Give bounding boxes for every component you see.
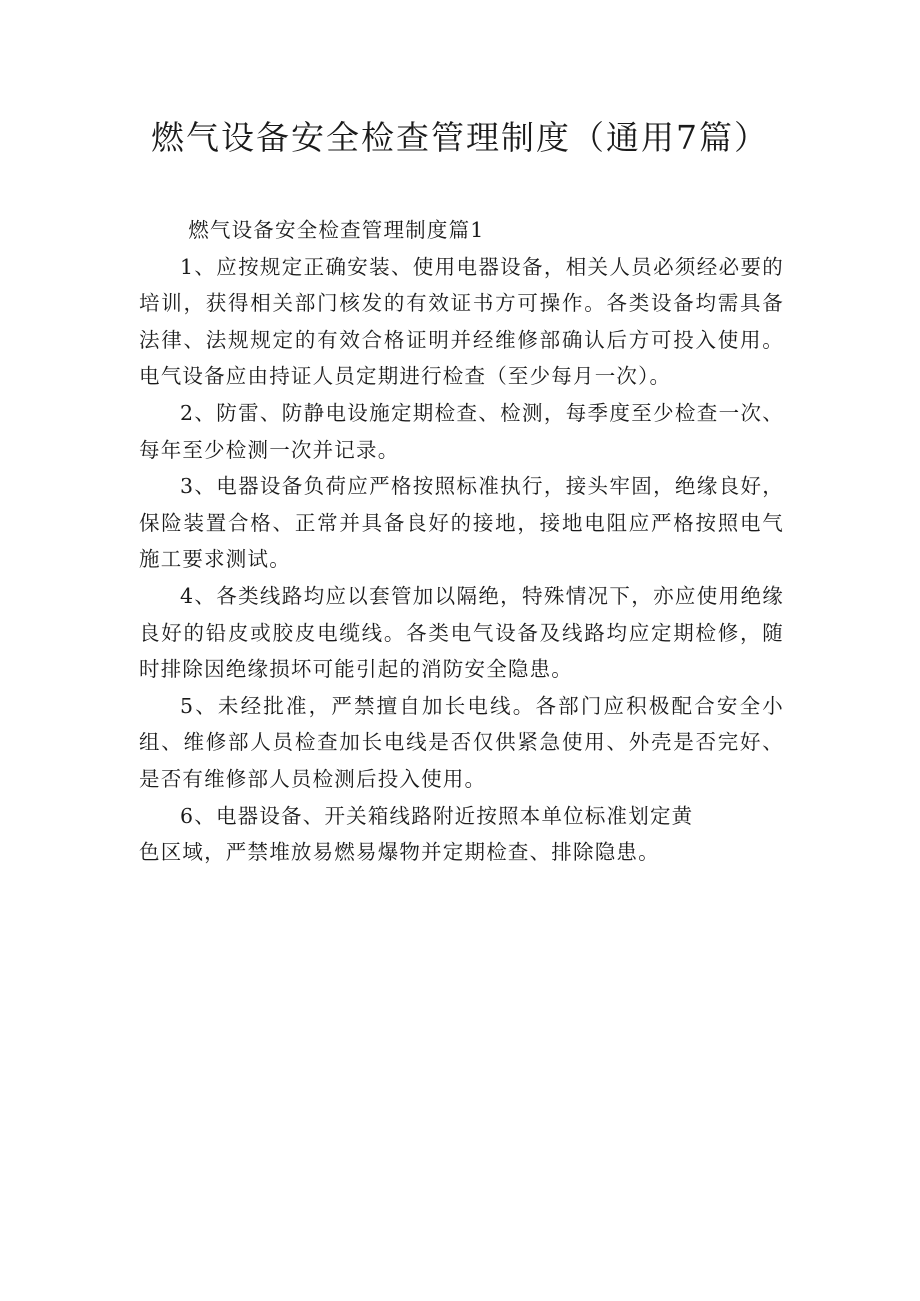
section-heading: 燃气设备安全检查管理制度篇1 — [188, 218, 485, 242]
paragraph-5: 5、未经批准，严禁擅自加长电线。各部门应积极配合安全小组、维修部人员检查加长电线是否仅供紧急使用、外壳是否完好、是否有维修部人员检测后投入使用。 — [139, 693, 784, 791]
paragraph-2: 2、防雷、防静电设施定期检查、检测，每季度至少检查一次、每年至少检测一次并记录。 — [139, 400, 784, 462]
paragraph-6-line-1: 6、电器设备、开关箱线路附近按照本单位标准划定黄 — [180, 803, 694, 828]
paragraph-1: 1、应按规定正确安装、使用电器设备，相关人员必须经必要的培训，获得相关部门核发的有效证书方可操作。各类设备均需具备法律、法规规定的有效合格证明并经维修部确认后方可投入使用。电气设备应由持证人员定期进行检查（至少每月一次）。 — [139, 254, 784, 389]
document-title: 燃气设备安全检查管理制度（通用7篇） — [151, 118, 769, 157]
paragraph-3: 3、电器设备负荷应严格按照标准执行，接头牢固，绝缘良好，保险装置合格、正常并具备良好的接地，接地电阻应严格按照电气施工要求测试。 — [139, 474, 784, 572]
document-body — [139, 212, 784, 871]
paragraph-6-line-2: 色区域，严禁堆放易燃易爆物并定期检查、排除隐患。 — [139, 840, 660, 865]
paragraph-4: 4、各类线路均应以套管加以隔绝，特殊情况下，亦应使用绝缘良好的铅皮或胶皮电缆线。各类电气设备及线路均应定期检修，随时排除因绝缘损坏可能引起的消防安全隐患。 — [139, 583, 784, 682]
